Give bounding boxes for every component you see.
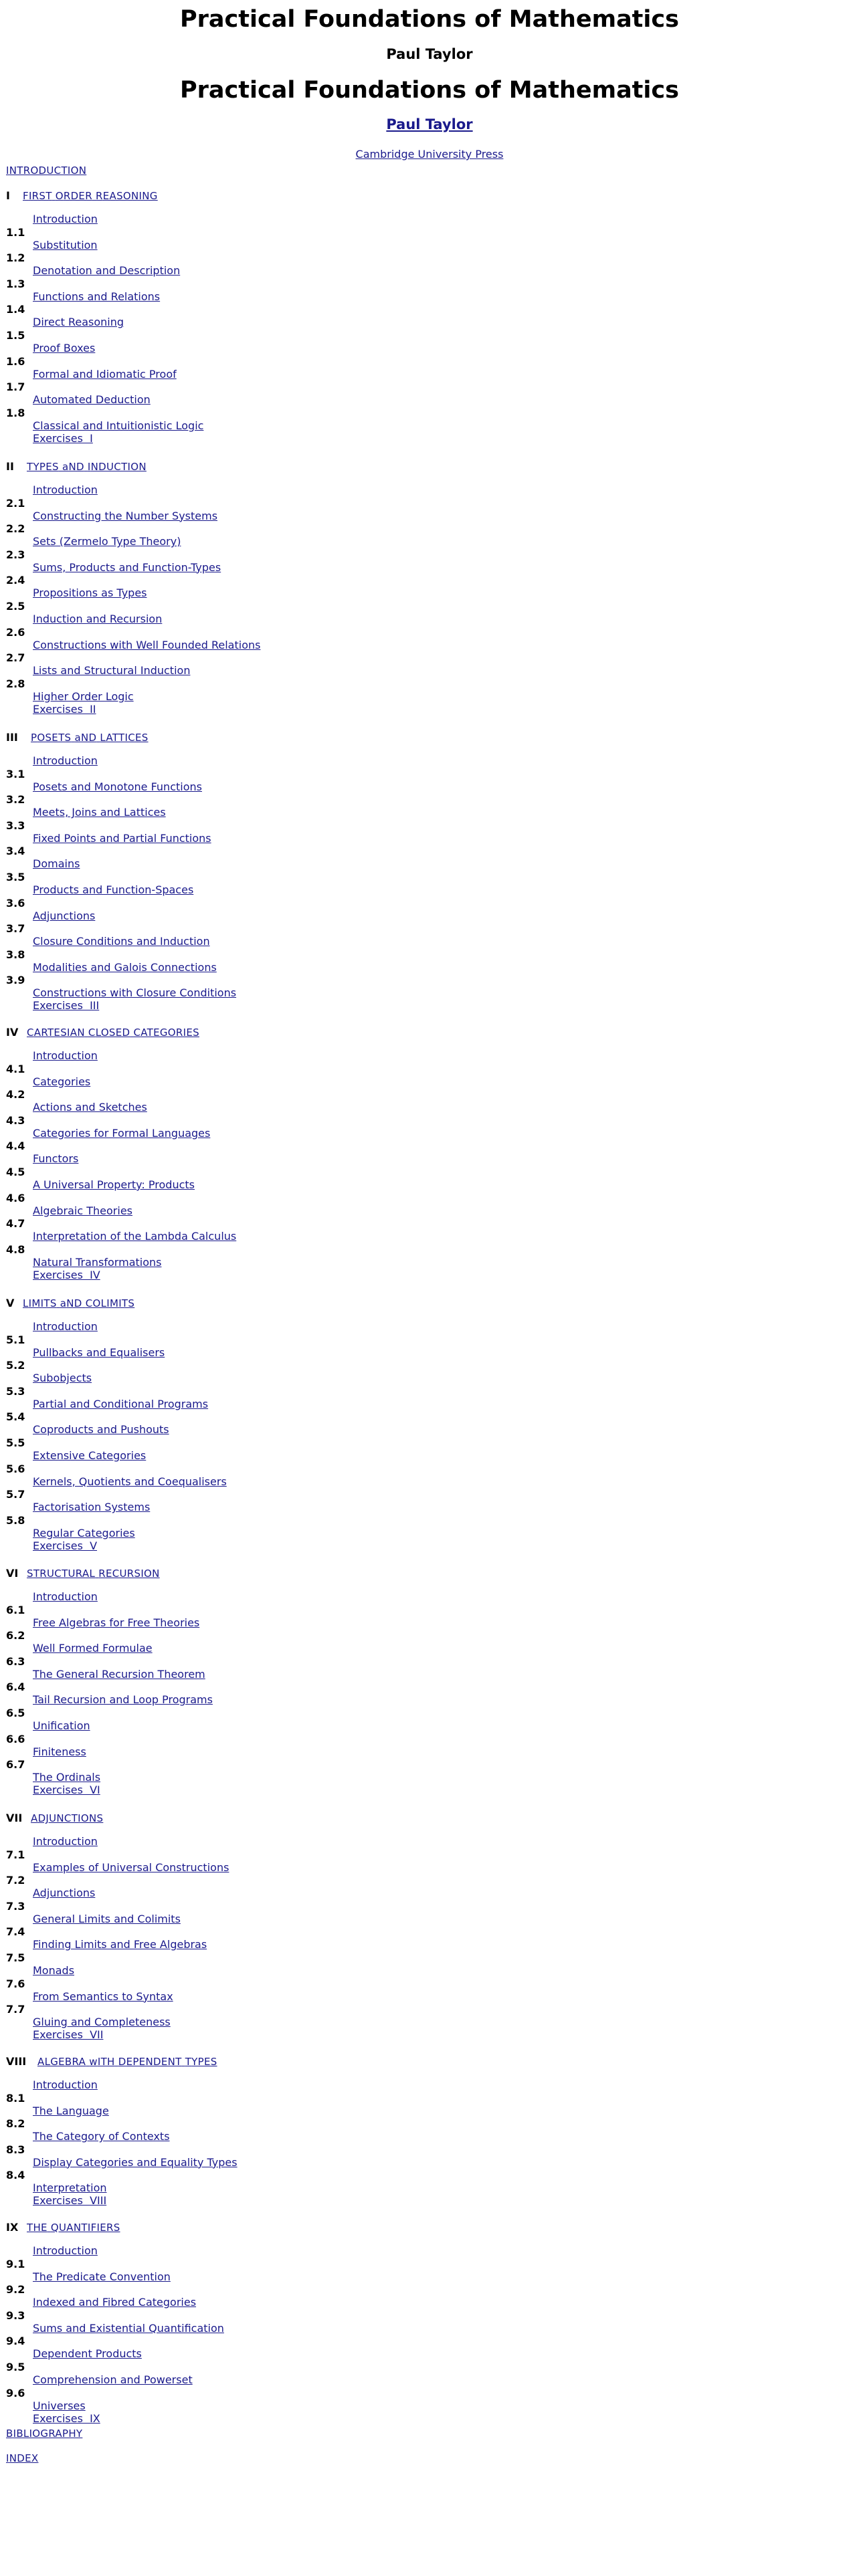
part-introduction-link[interactable]: Introduction [33, 1590, 98, 1603]
section-number: 6.2 [6, 1629, 25, 1642]
section-link[interactable]: Partial and Conditional Programs [33, 1397, 209, 1410]
section-link[interactable]: Adjunctions [33, 909, 96, 922]
section-number: 4.5 [6, 1166, 25, 1178]
publisher-link[interactable]: Cambridge University Press [355, 148, 504, 160]
section-link[interactable]: The Predicate Convention [33, 2270, 171, 2283]
part-title-link[interactable]: CARTESIAN CLOSED CATEGORIES [27, 1027, 199, 1039]
section-number: 1.4 [6, 303, 25, 316]
part-title-link[interactable]: ALGEBRA wITH DEPENDENT TYPES [37, 2056, 217, 2068]
section-number: 5.6 [6, 1462, 25, 1475]
section-link[interactable]: Actions and Sketches [33, 1101, 147, 1114]
section-link[interactable]: Coproducts and Pushouts [33, 1423, 169, 1436]
section-number: 5.2 [6, 1359, 25, 1372]
toc-introduction-link[interactable]: INTRODUCTION [6, 165, 87, 177]
section-number: 4.4 [6, 1140, 25, 1153]
section-link[interactable]: Sums, Products and Function-Types [33, 560, 221, 574]
section-number: 5.1 [6, 1333, 25, 1346]
exercises-link[interactable]: Exercises II [33, 702, 96, 716]
section-number: 7.7 [6, 2003, 25, 2016]
exercises-link[interactable]: Exercises VI [33, 1784, 100, 1797]
page-header [0, 0, 859, 170]
section-link[interactable]: Examples of Universal Constructions [33, 1860, 229, 1874]
section-link[interactable]: Constructions with Closure Conditions [33, 986, 237, 1000]
section-link[interactable]: Comprehension and Powerset [33, 2373, 193, 2386]
section-number: 1.8 [6, 406, 25, 419]
section-link[interactable]: Constructions with Well Founded Relations [33, 638, 261, 651]
section-link[interactable]: Functors [33, 1152, 79, 1166]
section-number: 3.5 [6, 871, 25, 883]
part-number: I [6, 189, 10, 202]
part-title-link[interactable]: TYPES aND INDUCTION [27, 461, 147, 473]
section-number: 7.2 [6, 1874, 25, 1887]
section-number: 7.5 [6, 1951, 25, 1964]
section-link[interactable]: Sets (Zermelo Type Theory) [33, 535, 181, 548]
section-link[interactable]: From Semantics to Syntax [33, 1990, 173, 2003]
part-introduction-link[interactable]: Introduction [33, 2078, 98, 2091]
section-link[interactable]: Interpretation [33, 2181, 107, 2195]
section-number: 2.3 [6, 548, 25, 561]
section-number: 8.2 [6, 2117, 25, 2131]
toc-index-link[interactable]: INDEX [6, 2452, 39, 2464]
part-introduction-link[interactable]: Introduction [33, 1320, 98, 1333]
section-link[interactable]: Meets, Joins and Lattices [33, 806, 166, 819]
section-number: 6.4 [6, 1681, 25, 1694]
section-number: 6.7 [6, 1758, 25, 1772]
section-link[interactable]: Formal and Idiomatic Proof [33, 367, 177, 381]
section-number: 9.2 [6, 2283, 25, 2296]
section-number: 3.8 [6, 948, 25, 961]
section-link[interactable]: Substitution [33, 238, 98, 251]
exercises-link[interactable]: Exercises I [33, 431, 93, 445]
section-number: 2.5 [6, 600, 25, 613]
section-link[interactable]: Propositions as Types [33, 586, 147, 600]
section-link[interactable]: Classical and Intuitionistic Logic [33, 419, 204, 432]
section-number: 9.1 [6, 2257, 25, 2270]
section-link[interactable]: Products and Function-Spaces [33, 883, 194, 896]
section-link[interactable]: Unification [33, 1719, 90, 1732]
section-number: 9.4 [6, 2335, 25, 2348]
part-number: II [6, 460, 14, 473]
section-link[interactable]: Categories for Formal Languages [33, 1126, 211, 1140]
exercises-link[interactable]: Exercises IX [33, 2411, 100, 2425]
section-number: 7.6 [6, 1977, 25, 1990]
section-link[interactable]: Proof Boxes [33, 342, 96, 354]
exercises-link[interactable]: Exercises IV [33, 1268, 100, 1281]
section-number: 2.8 [6, 677, 25, 690]
exercises-link[interactable]: Exercises V [33, 1539, 98, 1552]
section-number: 4.6 [6, 1191, 25, 1204]
section-number: 8.1 [6, 2091, 25, 2105]
part-number: VII [6, 1812, 23, 1824]
section-link[interactable]: Modalities and Galois Connections [33, 960, 217, 974]
part-title-link[interactable]: STRUCTURAL RECURSION [27, 1568, 160, 1580]
exercises-link[interactable]: Exercises III [33, 999, 100, 1012]
section-number: 3.7 [6, 922, 25, 936]
section-link[interactable]: Fixed Points and Partial Functions [33, 831, 211, 845]
section-number: 5.7 [6, 1488, 25, 1501]
section-number: 3.4 [6, 845, 25, 858]
section-link[interactable]: Display Categories and Equality Types [33, 2155, 237, 2169]
section-link[interactable]: Subobjects [33, 1372, 92, 1385]
section-link[interactable]: Extensive Categories [33, 1449, 147, 1462]
section-link[interactable]: Induction and Recursion [33, 613, 163, 625]
section-number: 7.4 [6, 1925, 25, 1939]
part-number: IV [6, 1026, 19, 1039]
part-number: III [6, 731, 18, 744]
section-link[interactable]: Indexed and Fibred Categories [33, 2296, 197, 2309]
section-link[interactable]: Finding Limits and Free Algebras [33, 1938, 207, 1951]
section-link[interactable]: Constructing the Number Systems [33, 509, 218, 522]
section-number: 1.7 [6, 381, 25, 394]
section-link[interactable]: Regular Categories [33, 1526, 135, 1539]
section-link[interactable]: A Universal Property: Products [33, 1178, 195, 1191]
section-link[interactable]: Dependent Products [33, 2347, 142, 2361]
section-link[interactable]: Kernels, Quotients and Coequalisers [33, 1475, 227, 1488]
section-link[interactable]: Algebraic Theories [33, 1204, 133, 1217]
section-number: 6.1 [6, 1603, 25, 1616]
part-title-link[interactable]: ADJUNCTIONS [31, 1812, 104, 1824]
section-link[interactable]: The Category of Contexts [33, 2130, 170, 2143]
section-link[interactable]: The General Recursion Theorem [33, 1667, 205, 1681]
section-link[interactable]: Factorisation Systems [33, 1501, 151, 1514]
section-number: 9.3 [6, 2309, 25, 2322]
section-link[interactable]: Automated Deduction [33, 393, 151, 407]
section-number: 1.3 [6, 277, 25, 290]
section-link[interactable]: Pullbacks and Equalisers [33, 1346, 165, 1359]
section-number: 7.3 [6, 1899, 25, 1913]
part-number: IX [6, 2221, 19, 2234]
part-number: VI [6, 1567, 19, 1580]
section-number: 5.4 [6, 1410, 25, 1424]
part-introduction-link[interactable]: Introduction [33, 2244, 98, 2257]
section-link[interactable]: Well Formed Formulae [33, 1642, 153, 1655]
part-introduction-link[interactable]: Introduction [33, 484, 98, 496]
exercises-link[interactable]: Exercises VIII [33, 2194, 107, 2208]
section-number: 5.5 [6, 1436, 25, 1449]
section-link[interactable]: Posets and Monotone Functions [33, 780, 202, 793]
section-number: 2.2 [6, 522, 25, 536]
publisher-container [0, 139, 859, 170]
section-link[interactable]: Finiteness [33, 1745, 86, 1758]
section-link[interactable]: Domains [33, 857, 80, 871]
part-introduction-link[interactable]: Introduction [33, 754, 98, 767]
section-link[interactable]: The Language [33, 2104, 109, 2117]
section-link[interactable]: Free Algebras for Free Theories [33, 1616, 200, 1629]
part-title-link[interactable]: POSETS aND LATTICES [31, 732, 149, 744]
section-number: 1.6 [6, 354, 25, 368]
book-title: Practical Foundations of Mathematics [180, 77, 679, 104]
section-number: 1.2 [6, 251, 25, 265]
section-number: 3.3 [6, 819, 25, 832]
section-link[interactable]: Sums and Existential Quantification [33, 2321, 224, 2335]
part-number: V [6, 1297, 15, 1309]
section-link[interactable]: Gluing and Completeness [33, 2016, 171, 2029]
section-number: 9.5 [6, 2361, 25, 2373]
section-link[interactable]: Lists and Structural Induction [33, 664, 191, 677]
section-number: 4.3 [6, 1113, 25, 1127]
section-link[interactable]: Monads [33, 1964, 75, 1977]
section-link[interactable]: Adjunctions [33, 1887, 96, 1900]
section-link[interactable]: Categories [33, 1075, 91, 1088]
section-number: 9.6 [6, 2386, 25, 2399]
section-number: 5.8 [6, 1513, 25, 1527]
part-title-link[interactable]: LIMITS aND COLIMITS [23, 1297, 135, 1309]
section-link[interactable]: The Ordinals [33, 1771, 101, 1784]
part-number: VIII [6, 2055, 27, 2068]
section-number: 1.5 [6, 329, 25, 342]
section-number: 7.1 [6, 1848, 25, 1861]
section-number: 8.4 [6, 2169, 25, 2182]
section-link[interactable]: Closure Conditions and Induction [33, 935, 210, 948]
part-introduction-link[interactable]: Introduction [33, 213, 98, 225]
section-number: 4.7 [6, 1217, 25, 1230]
section-number: 3.1 [6, 767, 25, 780]
section-number: 8.3 [6, 2143, 25, 2156]
section-number: 6.5 [6, 1707, 25, 1719]
section-number: 2.7 [6, 651, 25, 665]
exercises-link[interactable]: Exercises VII [33, 2028, 104, 2042]
section-link[interactable]: Functions and Relations [33, 290, 161, 303]
section-number: 3.9 [6, 974, 25, 987]
book-author-link[interactable]: Paul Taylor [386, 116, 473, 132]
section-number: 4.2 [6, 1088, 25, 1101]
section-number: 6.6 [6, 1732, 25, 1745]
section-link[interactable]: Universes [33, 2399, 86, 2412]
part-introduction-link[interactable]: Introduction [33, 1049, 98, 1062]
section-link[interactable]: Tail Recursion and Loop Programs [33, 1693, 213, 1707]
section-link[interactable]: Denotation and Description [33, 264, 181, 278]
section-number: 4.8 [6, 1243, 25, 1256]
part-introduction-link[interactable]: Introduction [33, 1835, 98, 1848]
section-link[interactable]: General Limits and Colimits [33, 1912, 181, 1925]
section-number: 2.1 [6, 496, 25, 510]
section-number: 2.4 [6, 574, 25, 587]
section-number: 5.3 [6, 1384, 25, 1398]
section-number: 1.1 [6, 225, 25, 239]
section-number: 2.6 [6, 625, 25, 639]
page-author: Paul Taylor [386, 46, 473, 62]
section-number: 3.6 [6, 896, 25, 909]
part-title-link[interactable]: THE QUANTIFIERS [27, 2222, 120, 2234]
section-link[interactable]: Higher Order Logic [33, 689, 134, 703]
book-author-container [0, 110, 859, 139]
toc-bibliography-link[interactable]: BIBLIOGRAPHY [6, 2428, 83, 2440]
section-number: 6.3 [6, 1654, 25, 1668]
section-link[interactable]: Interpretation of the Lambda Calculus [33, 1230, 237, 1243]
section-number: 3.2 [6, 793, 25, 807]
section-number: 4.1 [6, 1062, 25, 1075]
section-link[interactable]: Direct Reasoning [33, 316, 124, 329]
page-title: Practical Foundations of Mathematics [180, 6, 679, 33]
section-link[interactable]: Natural Transformations [33, 1255, 162, 1269]
part-title-link[interactable]: FIRST ORDER REASONING [23, 190, 158, 202]
